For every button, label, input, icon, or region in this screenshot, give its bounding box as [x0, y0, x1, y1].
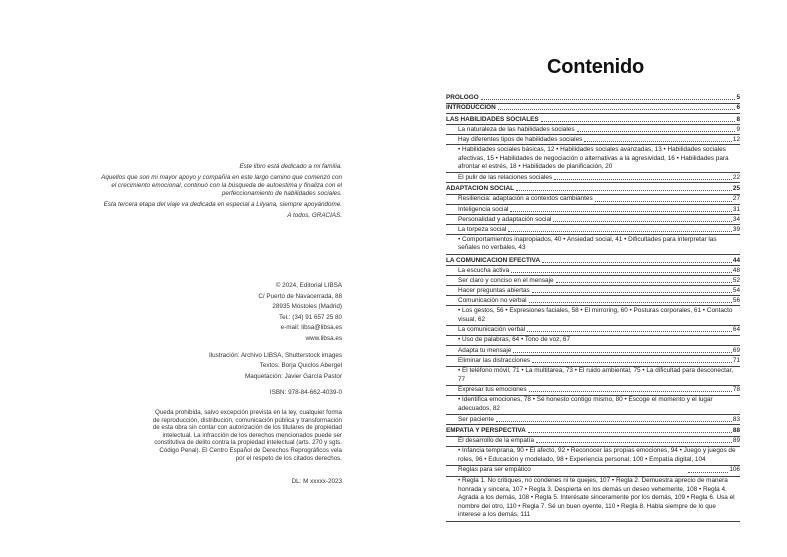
toc-subtopics: • El teléfono móvil, 71 • La multitarea, 73 • El ruido ambiental, 75 • La dificultad para desconectar, 77 — [458, 367, 734, 383]
toc-subtopics: • Infancia temprana, 90 • El afecto, 92 • Reconocer las propias emociones, 94 • Juego y juegos de roles, 96 • Educación y modelado, 98 • Experiencia personal, 100 • Empatía digital, 104 — [458, 447, 736, 463]
toc-entry[interactable] — [446, 216, 740, 224]
toc-page-number: 78 — [732, 386, 740, 394]
toc-entry-title: El pulir de las relaciones sociales — [458, 173, 553, 181]
toc-entry[interactable] — [446, 206, 740, 214]
legal-notice: Queda prohibida, salvo excepción prevista en la ley, cualquier forma de reproducción, distribución, comunicación pública y transformación de esta obra sin contar con autorización de los titulares de propiedad intelectual. La infracción de los derechos mencionados puede ser constitutiva de delito contra la propiedad intelectual (arts. 270 y sgts. Código Penal). El Centro Español de Derechos Reprográficos vela por el respeto de los citados derechos. — [152, 409, 342, 462]
page-title: Contenido — [547, 56, 645, 78]
toc-page-number: 31 — [732, 205, 740, 213]
toc-chapter-block — [446, 116, 740, 184]
toc-entry-title: El desarrollo de la empatía — [458, 437, 535, 445]
toc-chapter[interactable] — [446, 185, 740, 193]
toc-page-number: 27 — [732, 195, 740, 203]
layout-credit: Maquetación: Javier García Pastor — [245, 372, 342, 380]
legal-deposit: DL: M xxxxx-2023 — [291, 478, 342, 485]
toc-entry[interactable] — [446, 226, 740, 234]
toc-entry[interactable] — [446, 195, 740, 203]
toc-entry-title: Adapta tu mensaje — [458, 346, 512, 354]
toc-page-number: 39 — [732, 225, 740, 233]
toc-chapter-block — [446, 257, 740, 426]
toc-chapter-title: PRÓLOGO — [446, 94, 479, 101]
toc-page-number: 56 — [732, 296, 740, 304]
toc-entry-title: Hay diferentes tipos de habilidades sociales — [458, 135, 583, 143]
toc-entry-title: Hacer preguntas abiertas — [458, 286, 530, 294]
toc-chapter-introduction[interactable] — [446, 104, 740, 112]
toc-entry[interactable] — [446, 437, 740, 445]
toc-page-number: 83 — [732, 415, 740, 423]
toc-chapter-block — [446, 427, 740, 521]
toc-chapter-title: EMPATÍA Y PERSPECTIVA — [446, 427, 526, 435]
copyright: © 2024, Editorial LIBSA — [275, 282, 342, 289]
toc-entry[interactable] — [446, 347, 740, 355]
toc-subtopics: • Los gestos, 56 • Expresiones faciales, 58 • El mirroring, 60 • Posturas corporales, 61 • Contacto visual, 62 — [458, 306, 733, 323]
toc-entry-title: La torpeza social — [458, 225, 507, 233]
toc-subtopics: • Uso de palabras, 64 • Tono de voz, 67 — [458, 336, 571, 344]
website: www.libsa.es — [305, 334, 342, 342]
toc-entry-title: Expresar tus emociones — [458, 386, 527, 394]
toc-subtopics: • Regla 1. No critiques, no condenes ni te quejes, 107 • Regla 2. Demuestra aprecio de manera honrada y sincera, 107 • Regla 3. Despierta en los demás un deseo vehemente, 108 • Regla 4. Agrada a los demás, 108 • Regla 5. Interésate sinceramente por los demás, 109 • Regla 6. Usa el nombre del otro, 110 • Regla 7. Sé un buen oyente, 110 • Regla 8. Habla siempre de lo que interese a los demás, 111 — [458, 477, 735, 519]
toc-entry-title: Personalidad y adaptación social — [458, 215, 552, 223]
toc-page-number: 89 — [732, 437, 740, 445]
city: 28935 Móstoles (Madrid) — [272, 303, 342, 311]
toc-entry-title: Ser paciente — [458, 415, 494, 423]
toc-entry[interactable] — [446, 136, 740, 144]
toc-page-number: 88 — [732, 427, 740, 435]
toc-entry-title: Eliminar las distracciones — [458, 356, 531, 364]
toc-entry[interactable] — [446, 267, 740, 275]
dedication-line: Aquellos que son mi mayor apoyo y compañía en este largo camino que comenzó con el crecimiento emocional, continuó con la búsqueda de autoestima y finaliza con el perfeccionamiento de habilidades sociales. — [101, 173, 342, 198]
toc-page-number: 12 — [732, 135, 740, 143]
toc-page-number: 48 — [732, 266, 740, 274]
toc-entry[interactable] — [446, 297, 740, 305]
toc-chapter-prologue[interactable] — [446, 94, 740, 102]
toc-chapter-block — [446, 185, 740, 254]
dedication-line: A todos, GRACIAS. — [287, 211, 342, 219]
toc-entry[interactable] — [446, 287, 740, 295]
toc-entry-title: Inteligencia social — [458, 205, 509, 213]
toc-entry[interactable] — [446, 466, 740, 475]
toc-page-number: 6 — [736, 104, 740, 112]
toc-page-number: 22 — [732, 173, 740, 181]
toc-entry-title: La comunicación verbal — [458, 326, 526, 334]
dedication-line: Esta tercera etapa del viaje va dedicada en especial a Lilyana, siempre apoyándome. — [103, 200, 342, 208]
illustration-credit: Ilustración: Archivo LIBSA, Shutterstock images — [209, 351, 342, 359]
toc-page-number: 25 — [732, 185, 740, 193]
toc-entry[interactable] — [446, 357, 740, 365]
toc-page-number: 8 — [736, 115, 740, 123]
email: e-mail: libsa@libsa.es — [280, 324, 342, 332]
address: C/ Puerto de Navacerrada, 88 — [258, 292, 342, 300]
toc-entry[interactable] — [446, 126, 740, 134]
toc-subtopics: • Habilidades sociales básicas, 12 • Habilidades sociales avanzadas, 13 • Habilidades sociales afectivas, 15 • Habilidades de negociación o alternativas a la agresividad, 16 • Habilidades para afrontar el estrés, 18 • Habilidades de planificación, 20 — [458, 145, 729, 171]
toc-subtopics: • Identifica emociones, 78 • Sé honesto contigo mismo, 80 • Escoge el momento y el lugar adecuados, 82 — [458, 396, 713, 412]
toc-entry-title: Ser claro y conciso en el mensaje — [458, 276, 554, 284]
toc-page-number: 34 — [732, 215, 740, 223]
phone: Tel.: (34) 91 657 25 80 — [278, 313, 342, 321]
toc-page-number: 54 — [732, 286, 740, 294]
toc-chapter[interactable] — [446, 427, 740, 435]
toc-chapter[interactable] — [446, 116, 740, 124]
toc-entry[interactable] — [446, 416, 740, 424]
text-credit: Textos: Borja Quiclos Abergel — [259, 362, 342, 370]
toc-entry-title: Resiliencia: adaptación a contextos cambiantes — [458, 195, 593, 203]
toc-chapter-title: ADAPTACIÓN SOCIAL — [446, 185, 515, 193]
toc-page-number: 71 — [732, 356, 740, 364]
left-page — [0, 0, 393, 557]
toc-entry-title: Reglas para ser empático — [458, 466, 531, 474]
toc-entry[interactable] — [446, 277, 740, 285]
toc-entry-title: La naturaleza de las habilidades sociales — [458, 125, 575, 133]
publisher-credits — [140, 281, 342, 399]
toc-entry[interactable] — [446, 174, 740, 182]
toc-chapter-title: LA COMUNICACIÓN EFECTIVA — [446, 256, 541, 264]
toc-chapter[interactable] — [446, 257, 740, 265]
toc-page-number: 69 — [732, 346, 740, 354]
toc-chapter-title: INTRODUCCIÓN — [446, 104, 496, 112]
toc-page-number: 52 — [732, 276, 740, 284]
toc-subtopics: • Comportamientos inapropiados, 40 • Ansiedad social, 41 • Dificultades para interpretar las señales no verbales, 43 — [458, 235, 717, 252]
toc-page-number: 64 — [732, 326, 740, 334]
toc-entry[interactable] — [446, 386, 740, 394]
toc-page-number: 5 — [736, 94, 740, 101]
toc-page-number: 44 — [732, 256, 740, 264]
toc-entry-title: La escucha activa — [458, 266, 510, 274]
dedication — [100, 163, 342, 222]
toc-page-number: 9 — [736, 125, 740, 133]
toc-entry[interactable] — [446, 326, 740, 334]
toc-chapter-title: LAS HABILIDADES SOCIALES — [446, 115, 539, 123]
toc-page-number: 106 — [729, 466, 740, 474]
dedication-line: Este libro está dedicado a mi familia. — [239, 163, 342, 170]
table-of-contents — [446, 94, 740, 522]
isbn: ISBN: 978-84-662-4039-0 — [269, 389, 342, 397]
toc-entry-title: Comunicación no verbal — [458, 296, 527, 304]
